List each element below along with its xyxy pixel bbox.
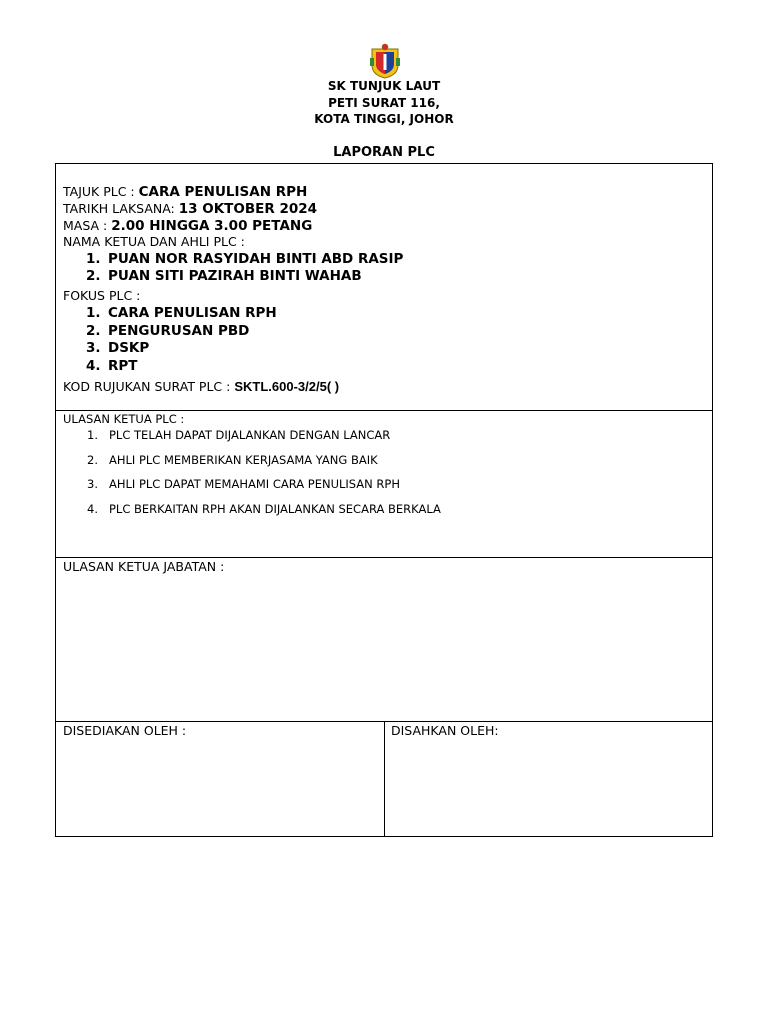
signature-section — [55, 721, 713, 837]
school-name: SK TUNJUK LAUT — [327, 79, 441, 93]
list-item: 2. PENGURUSAN PBD — [86, 323, 250, 339]
masa-row — [63, 215, 312, 234]
report-title: LAPORAN PLC — [333, 145, 435, 160]
plc-info-section — [55, 163, 713, 411]
masa-value: 2.00 HINGGA 3.00 PETANG — [111, 218, 313, 234]
tarikh-value: 13 OKTOBER 2024 — [178, 201, 318, 217]
signature-divider — [384, 722, 385, 836]
list-item: 1. PUAN NOR RASYIDAH BINTI ABD RASIP — [86, 251, 404, 267]
prepared-by-label: DISEDIAKAN OLEH : — [63, 723, 187, 738]
tajuk-label: TAJUK PLC : — [63, 184, 139, 199]
list-item: 1. PLC TELAH DAPAT DIJALANKAN DENGAN LANCAR — [87, 428, 391, 442]
ulasan-jabatan-label: ULASAN KETUA JABATAN : — [63, 559, 225, 574]
ulasan-ketua-section — [55, 410, 713, 558]
list-item: 4. RPT — [86, 358, 138, 374]
list-item: 3. DSKP — [86, 340, 150, 356]
ulasan-jabatan-section — [55, 557, 713, 722]
fokus-label: FOKUS PLC : — [63, 288, 141, 303]
tarikh-label: TARIKH LAKSANA: — [63, 201, 179, 216]
list-item: 3. AHLI PLC DAPAT MEMAHAMI CARA PENULISAN RPH — [87, 477, 401, 491]
list-item: 2. AHLI PLC MEMBERIKAN KERJASAMA YANG BAIK — [87, 453, 378, 467]
school-crest-icon — [370, 43, 400, 79]
list-item: 2. PUAN SITI PAZIRAH BINTI WAHAB — [86, 268, 362, 284]
school-address-line-2: KOTA TINGGI, JOHOR — [314, 112, 454, 126]
kod-row — [63, 376, 339, 395]
ahli-label: NAMA KETUA DAN AHLI PLC : — [63, 234, 245, 249]
kod-value: SKTL.600-3/2/5( ) — [234, 379, 340, 394]
ulasan-ketua-label: ULASAN KETUA PLC : — [63, 412, 185, 426]
list-item: 1. CARA PENULISAN RPH — [86, 305, 277, 321]
school-address-line-1: PETI SURAT 116, — [328, 96, 440, 110]
tajuk-value: CARA PENULISAN RPH — [138, 184, 308, 200]
masa-label: MASA : — [63, 218, 112, 233]
list-item: 4. PLC BERKAITAN RPH AKAN DIJALANKAN SECARA BERKALA — [87, 502, 441, 516]
approved-by-label: DISAHKAN OLEH: — [391, 723, 499, 738]
kod-label: KOD RUJUKAN SURAT PLC : — [63, 379, 235, 394]
